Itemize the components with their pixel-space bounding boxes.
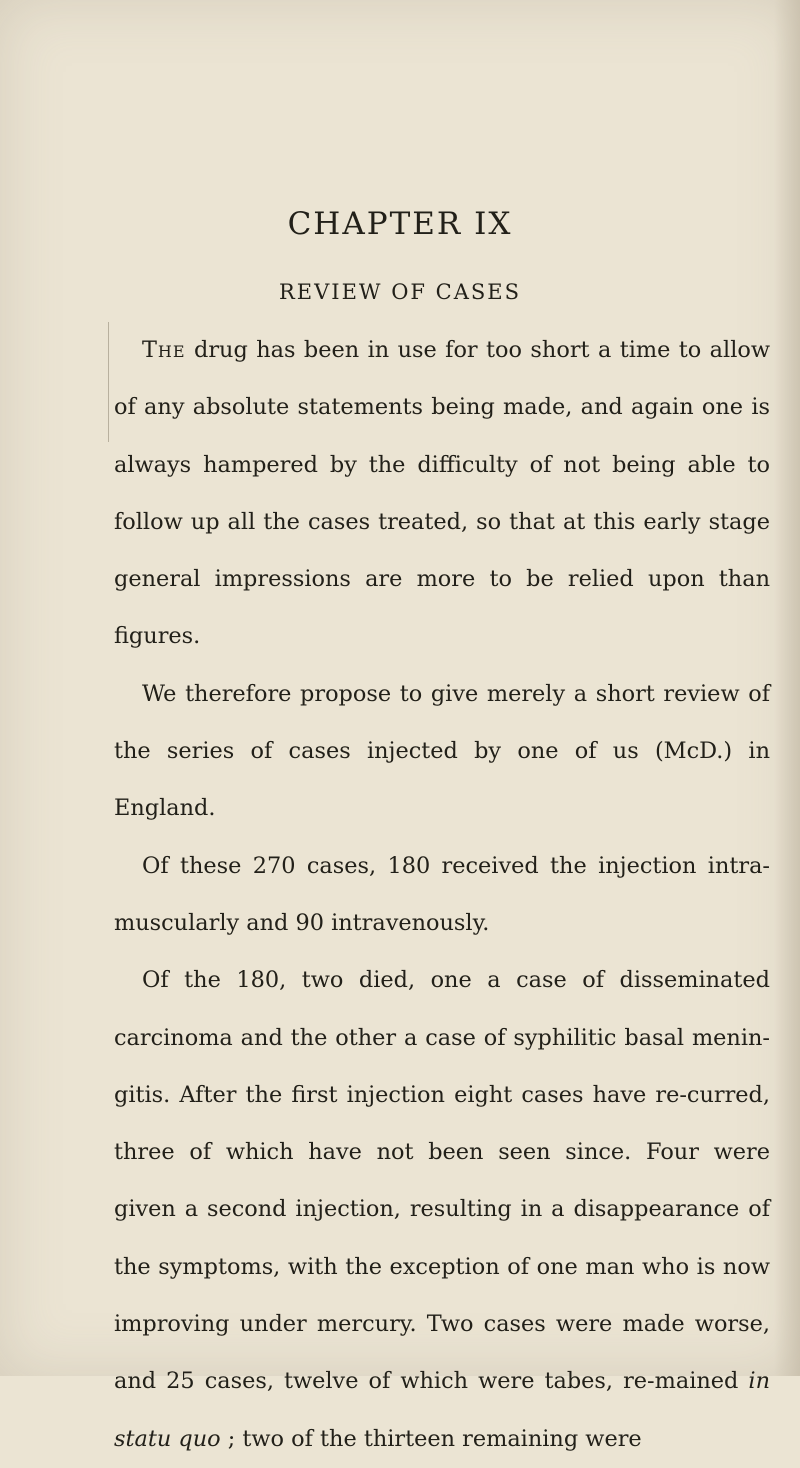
paragraph-1-text: drug has been in use for too short a time to allow of any absolute statements being made, and again one is always hampered by the difficulty of not being able to follow up all the cases treated, so that at this early stage general impressions are more to be relied upon than figures.: [114, 337, 770, 650]
paragraph-2: We therefore propose to give merely a short review of the series of cases injected by one of us (McD.) in England.: [114, 680, 770, 822]
margin-mark: [108, 322, 109, 442]
paragraph-3: Of these 270 cases, 180 received the injection intra-muscularly and 90 intravenously.: [114, 852, 770, 936]
chapter-heading: CHAPTER IX: [287, 206, 513, 242]
section-heading: REVIEW OF CASES: [279, 280, 521, 304]
paragraph-4-italic: in statu quo: [114, 1368, 770, 1452]
paragraph-1: [114, 322, 770, 666]
paragraph-lead-word: The: [142, 337, 186, 363]
paragraph-4: [114, 952, 770, 1468]
paragraph-4-text-b: ; two of the thirteen remaining were: [220, 1425, 642, 1452]
paragraph-4-text-a: Of the 180, two died, one a case of disseminated carcinoma and the other a case of syphilitic basal menin-gitis. After the first injection eight cases have re-curred, three of which have not been seen since. Four were given a second injection, resulting in a disappearance of the symptoms, with the exception of one man who is now improving under mercury. Two cases were made worse, and 25 cases, twelve of which were tabes, re-mained: [114, 967, 770, 1395]
body-text: [114, 322, 770, 1468]
